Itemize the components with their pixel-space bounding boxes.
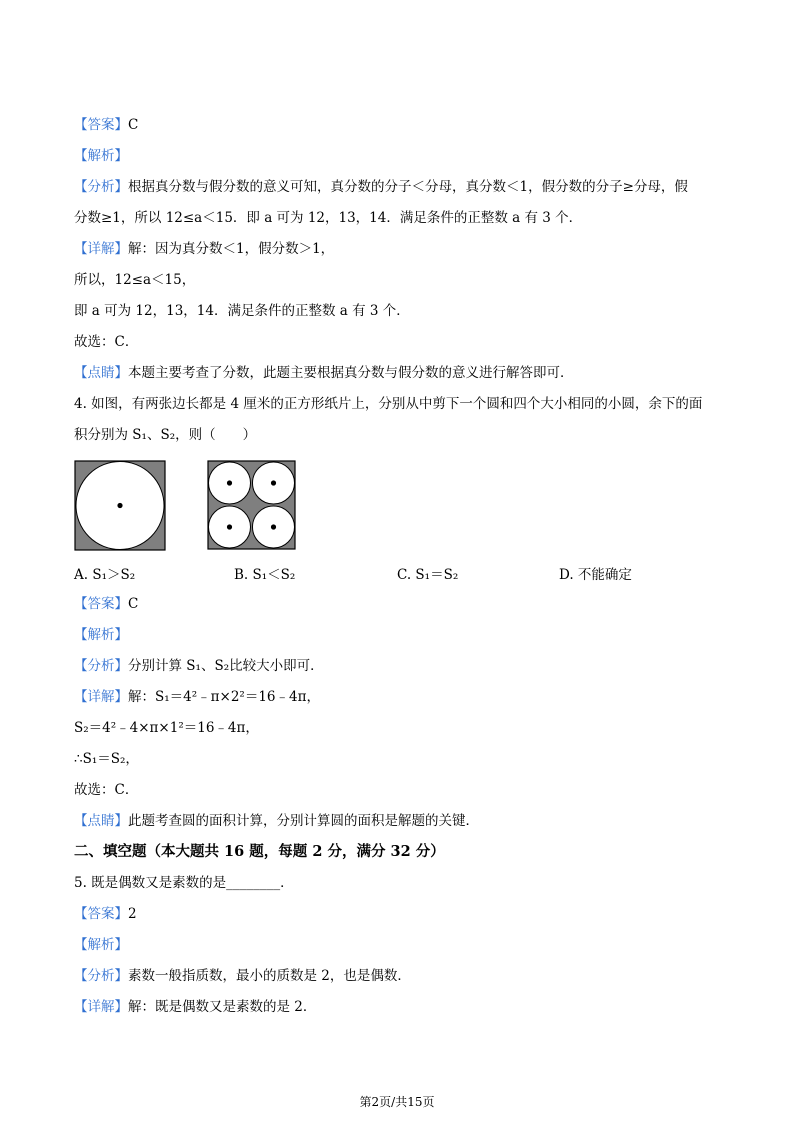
answer-tag: 【答案】: [74, 906, 128, 922]
analysis-header-q5: [74, 936, 128, 954]
answer-tag: 【答案】: [74, 117, 128, 133]
detail-tag: 【详解】: [74, 241, 128, 257]
answer-tag: 【答案】: [74, 596, 128, 612]
analysis-header-q3: [74, 147, 128, 165]
fenxi-text: 素数一般指质数，最小的质数是 2，也是偶数．: [128, 968, 411, 984]
fenxi-tag: 【分析】: [74, 658, 128, 674]
option-a: A. S₁＞S₂: [74, 567, 136, 583]
option-b: B. S₁＜S₂: [234, 567, 296, 583]
comment-tag: 【点睛】: [74, 813, 128, 829]
analysis-tag: 【解析】: [74, 937, 128, 953]
fenxi-text: 分别计算 S₁、S₂比较大小即可．: [128, 658, 324, 674]
detail-line-q4-3: [74, 750, 139, 768]
answer-line-q4: [74, 595, 138, 613]
question-4-line-1: [74, 395, 702, 413]
fenxi-line-q3-cont: [74, 209, 582, 227]
squares-figure: [0, 460, 794, 552]
comment-line-q4: [74, 812, 479, 830]
square-with-one-circle: [75, 461, 165, 550]
small-circle-center-2: [271, 480, 276, 485]
question-4-text-2: 积分别为 S₁、S₂，则（ ）: [74, 427, 257, 443]
answer-line-q5: [74, 905, 137, 923]
small-circle-center-3: [227, 524, 232, 529]
question-5-line: [74, 874, 294, 892]
detail-line-q4: [74, 688, 320, 706]
comment-text: 此题考查圆的面积计算，分别计算圆的面积是解题的关键．: [128, 813, 479, 829]
answer-line-q3: [74, 116, 138, 134]
detail-text-3: ∴S₁＝S₂，: [74, 751, 139, 767]
section-heading-fill-in: [74, 843, 445, 861]
comment-line-q3: [74, 364, 574, 382]
question-4-text: 4. 如图，有两张边长都是 4 厘米的正方形纸片上，分别从中剪下一个圆和四个大小相同的小圆，余下的面: [74, 396, 703, 412]
section-heading-text: 二、填空题（本大题共 16 题，每题 2 分，满分 32 分）: [74, 843, 445, 860]
detail-text: 解：S₁＝4²﹣π×2²＝16﹣4π，: [128, 689, 320, 705]
answer-text: C: [128, 596, 139, 612]
answer-text: C: [128, 117, 139, 133]
detail-text-3: 即 a 可为 12，13，14．满足条件的正整数 a 有 3 个．: [74, 303, 410, 319]
fenxi-line-q3: [74, 178, 688, 196]
fenxi-tag: 【分析】: [74, 179, 128, 195]
answer-text: 2: [128, 906, 137, 922]
fenxi-tag: 【分析】: [74, 968, 128, 984]
detail-line-q4-2: [74, 719, 259, 737]
fenxi-line-q4: [74, 657, 324, 675]
question-5-text: 5. 既是偶数又是素数的是________．: [74, 875, 294, 891]
detail-tag: 【详解】: [74, 689, 128, 705]
small-circle-center-1: [227, 480, 232, 485]
analysis-tag: 【解析】: [74, 148, 128, 164]
question-4-figure: [0, 460, 794, 552]
comment-text: 本题主要考查了分数，此题主要根据真分数与假分数的意义进行解答即可．: [128, 365, 574, 381]
analysis-tag: 【解析】: [74, 627, 128, 643]
detail-text: 解：既是偶数又是素数的是 2．: [128, 999, 317, 1015]
detail-tag: 【详解】: [74, 999, 128, 1015]
detail-line-q5: [74, 998, 316, 1016]
detail-line-q3: [74, 240, 334, 258]
detail-text: 解：因为真分数＜1，假分数＞1，: [128, 241, 335, 257]
small-circle-center-4: [271, 524, 276, 529]
option-d: D. 不能确定: [559, 567, 632, 583]
choice-text: 故选：C．: [74, 782, 139, 798]
detail-line-3: [74, 302, 410, 320]
comment-tag: 【点睛】: [74, 365, 128, 381]
question-4-line-2: [74, 426, 256, 444]
option-c: C. S₁＝S₂: [397, 567, 459, 583]
detail-text-2: S₂＝4²﹣4×π×1²＝16﹣4π，: [74, 720, 259, 736]
question-4-options: [0, 563, 794, 583]
fenxi-line-q5: [74, 967, 411, 985]
analysis-header-q4: [74, 626, 128, 644]
big-circle-center: [117, 503, 122, 508]
choice-text: 故选：C．: [74, 334, 139, 350]
page-footer: 第2页/共15页: [359, 1095, 435, 1109]
detail-line-2: [74, 271, 195, 289]
fenxi-text: 根据真分数与假分数的意义可知，真分数的分子＜分母，真分数＜1，假分数的分子≥分母，假: [128, 179, 688, 195]
choice-line-q4: [74, 781, 138, 799]
fenxi-text-cont: 分数≥1，所以 12≤a＜15．即 a 可为 12，13，14．满足条件的正整数 a 有 3 个．: [74, 210, 583, 226]
square-with-four-circles: [208, 461, 295, 549]
detail-text-2: 所以，12≤a＜15，: [74, 272, 196, 288]
choice-line-q3: [74, 333, 138, 351]
